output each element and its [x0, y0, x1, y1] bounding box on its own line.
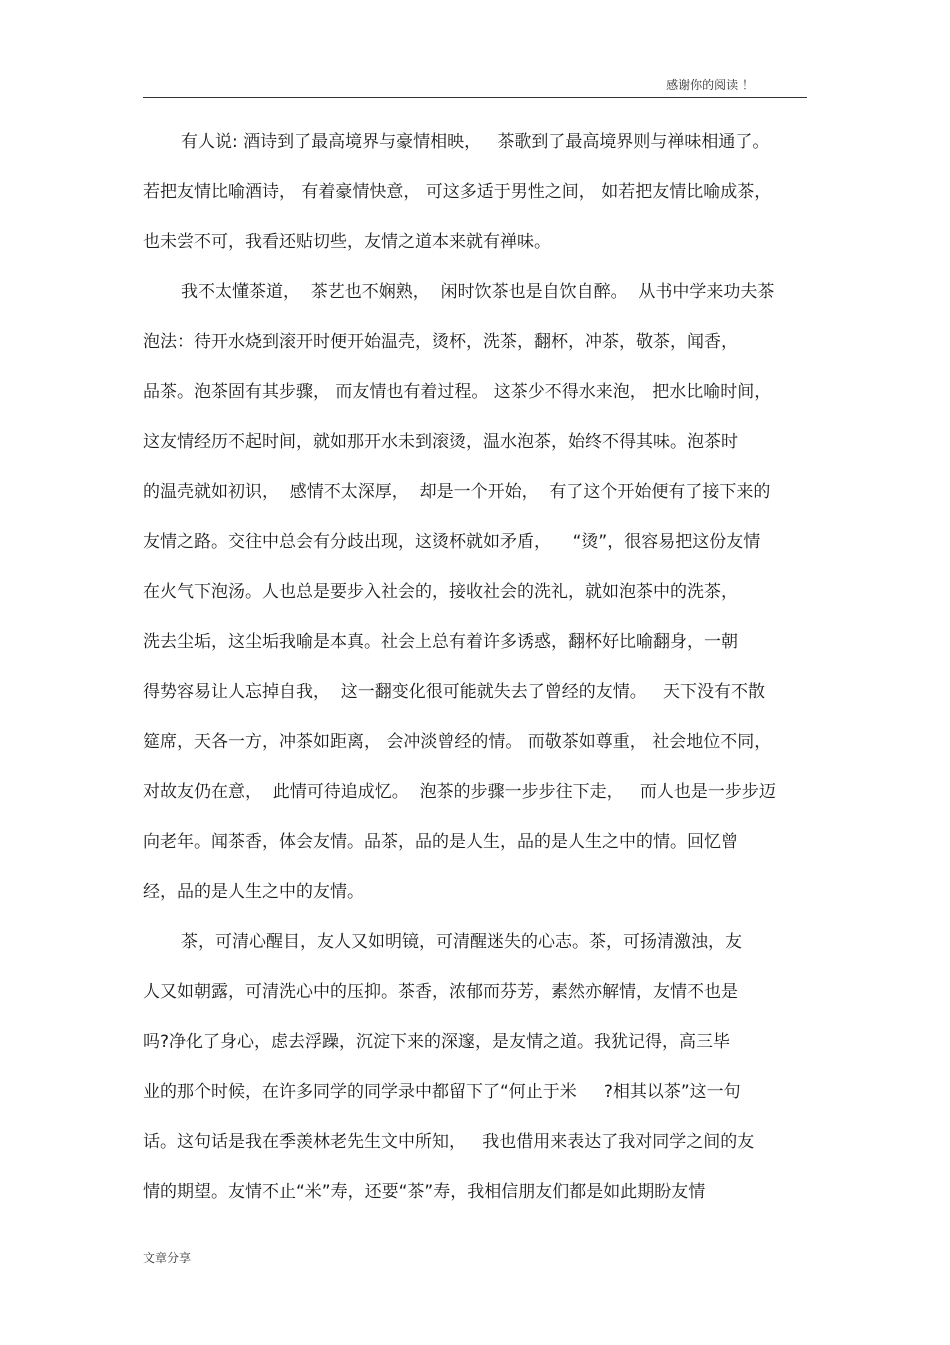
- text-line: 有人说: 酒诗到了最高境界与豪情相映， 茶歌到了最高境界则与禅味相通了。: [181, 132, 770, 152]
- text-line: 泡法：待开水烧到滚开时便开始温壳，烫杯，洗茶，翻杯，冲茶，敬茶，闻香，: [143, 332, 738, 352]
- text-line: 经，品的是人生之中的友情。: [143, 882, 364, 902]
- text-line: 这友情经历不起时间，就如那开水未到滚烫，温水泡茶，始终不得其味。泡茶时: [143, 432, 738, 452]
- text-line: 得势容易让人忘掉自我， 这一翻变化很可能就失去了曾经的友情。 天下没有不散: [143, 682, 766, 702]
- text-line: 友情之路。交往中总会有分歧出现，这烫杯就如矛盾， “烫”，很容易把这份友情: [143, 532, 761, 552]
- header-divider: [143, 97, 807, 98]
- text-line: 在火气下泡汤。人也总是要步入社会的，接收社会的洗礼，就如泡茶中的洗茶，: [143, 582, 738, 602]
- text-line: 我不太懂茶道， 茶艺也不娴熟， 闲时饮茶也是自饮自醉。 从书中学来功夫茶: [181, 282, 775, 302]
- text-line: 话。这句话是我在季羡林老先生文中所知， 我也借用来表达了我对同学之间的友: [143, 1132, 755, 1152]
- page-footer-text: 文章分享: [143, 1251, 192, 1265]
- text-line: 业的那个时候，在许多同学的同学录中都留下了“何止于米 ?相其以茶”这一句: [143, 1082, 741, 1102]
- text-line: 若把友情比喻酒诗， 有着豪情快意， 可这多适于男性之间， 如若把友情比喻成茶，: [143, 182, 772, 202]
- text-line: 茶，可清心醒目，友人又如明镜，可清醒迷失的心志。茶，可扬清激浊，友: [181, 932, 742, 952]
- article-body: [143, 130, 823, 1230]
- text-line: 也未尝不可，我看还贴切些，友情之道本来就有禅味。: [143, 232, 551, 252]
- text-line: 向老年。闻茶香，体会友情。品茶，品的是人生，品的是人生之中的情。回忆曾: [143, 832, 738, 852]
- text-line: 品茶。泡茶固有其步骤， 而友情也有着过程。 这茶少不得水来泡， 把水比喻时间，: [143, 382, 772, 402]
- text-line: 吗?净化了身心，虑去浮躁，沉淀下来的深邃，是友情之道。我犹记得，高三毕: [143, 1032, 731, 1052]
- text-line: 对故友仍在意， 此情可待追成忆。 泡茶的步骤一步步往下走， 而人也是一步步迈: [143, 782, 776, 802]
- page-header-text: 感谢你的阅读 ！: [666, 78, 754, 92]
- text-line: 的温壳就如初识， 感情不太深厚， 却是一个开始， 有了这个开始便有了接下来的: [143, 482, 771, 502]
- text-line: 人又如朝露，可清洗心中的压抑。茶香，浓郁而芬芳，素然亦解情，友情不也是: [143, 982, 738, 1002]
- text-line: 洗去尘垢，这尘垢我喻是本真。社会上总有着许多诱惑，翻杯好比喻翻身，一朝: [143, 632, 738, 652]
- text-line: 筵席，天各一方，冲茶如距离， 会冲淡曾经的情。 而敬茶如尊重， 社会地位不同，: [143, 732, 772, 752]
- text-line: 情的期望。友情不止“米”寿，还要“茶”寿，我相信朋友们都是如此期盼友情: [143, 1182, 706, 1202]
